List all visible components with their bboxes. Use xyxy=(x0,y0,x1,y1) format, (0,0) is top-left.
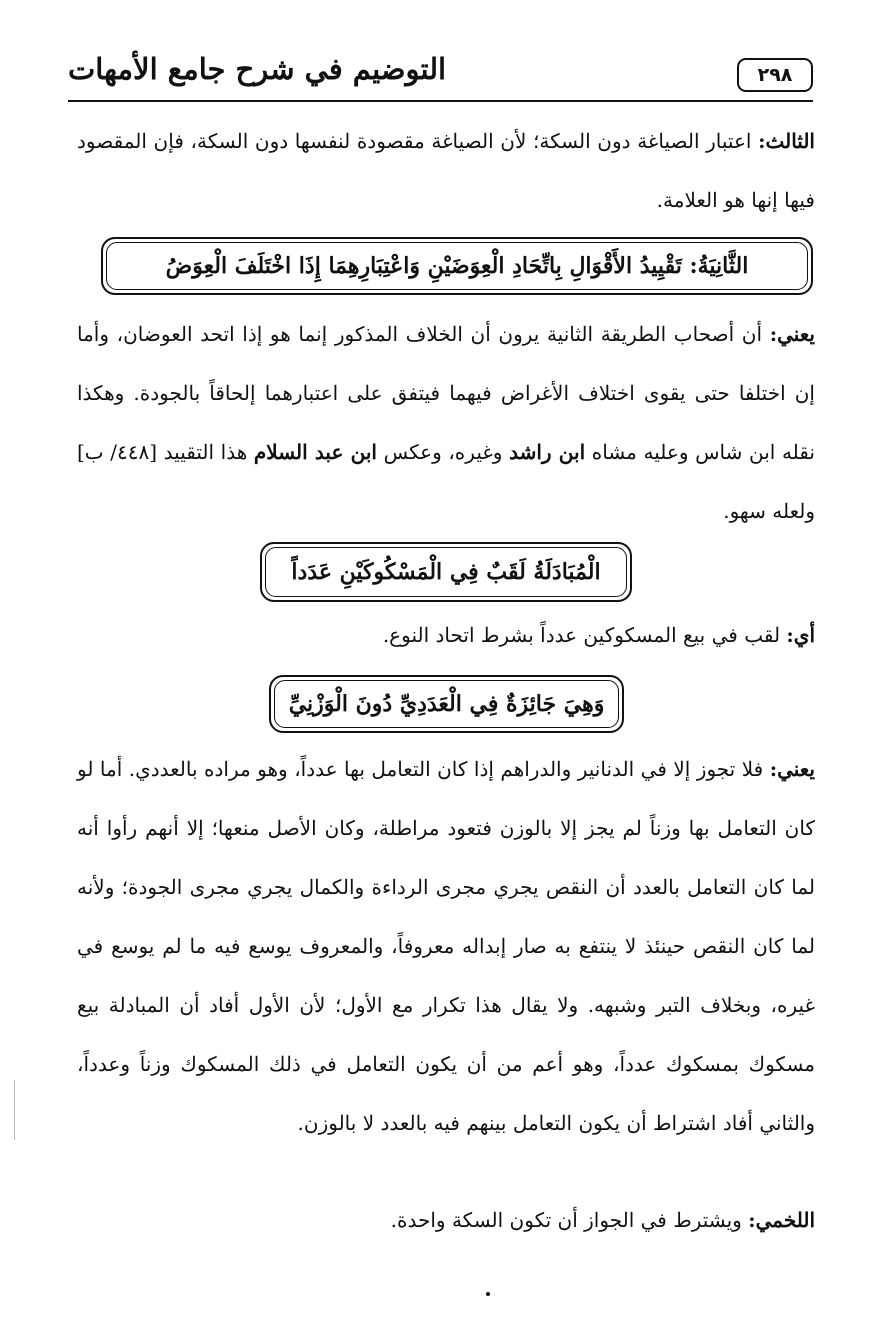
paragraph-text: أن أصحاب الطريقة الثانية يرون أن الخلاف المذكور إنما هو إذا اتحد العوضان، وأما إن اختلفا حتى يقوى اختلاف الأغراض فيهما فيتفق على اعتبارهما إلحاقاً بالجودة. وهكذا نقله ابن شاس وعليه مشاه xyxy=(77,322,815,464)
paragraph-lead: يعني: xyxy=(769,757,815,781)
header-rule xyxy=(68,100,813,102)
scholar-name: اللخمي: xyxy=(748,1208,815,1232)
page-header xyxy=(68,50,813,102)
paragraph-explanation-second xyxy=(77,305,815,541)
matn-box-mubadala xyxy=(260,542,632,602)
matn-text: الثَّانِيَةُ: تَقْيِيدُ الأَقْوَالِ بِاتِّحَادِ الْعِوَضَيْنِ وَاعْتِبَارِهِمَا إِذَا اخْتَلَفَ الْعِوَضُ xyxy=(165,253,749,279)
paragraph-text: اعتبار الصياغة دون السكة؛ لأن الصياغة مقصودة لنفسها دون السكة، فإن المقصود فيها إنها هو العلامة. xyxy=(77,129,815,212)
matn-box-second-method xyxy=(101,237,813,295)
paragraph-text: فلا تجوز إلا في الدنانير والدراهم إذا كان التعامل بها عدداً، وهو مراده بالعددي. أما لو كان التعامل بها وزناً لم يجز إلا بالوزن فتعود مراطلة، وكان الأصل منعها؛ إلا أنهم رأوا أنه لما كان التعامل بالعدد أن النقص يجري مجرى الرداءة والكمال يجري مجرى الجودة؛ ولأنه لما كان النقص حينئذ لا ينتفع به صار إبداله معروفاً، والمعروف يوسع فيه ما لم يوسع في غيره، وبخلاف التبر وشبهه. ولا يقال هذا تكرار مع الأول؛ لأن الأول أفاد أن المبادلة بيع مسكوك بمسكوك عدداً، وهو أعم من أن يكون التعامل في ذلك المسكوك وزناً وعدداً، والثاني أفاد اشتراط أن يكون التعامل بينهم فيه بالعدد لا بالوزن. xyxy=(77,757,816,1135)
paragraph-third-view xyxy=(77,112,815,230)
paragraph-lakhmi xyxy=(77,1191,815,1250)
paragraph-text: ويشترط في الجواز أن تكون السكة واحدة. xyxy=(390,1208,749,1232)
paragraph-text: وغيره، وعكس xyxy=(376,440,510,464)
paragraph-explanation-counting xyxy=(77,740,815,1153)
scholar-name: ابن عبد السلام xyxy=(253,440,377,464)
matn-text: الْمُبَادَلَةُ لَقَبٌ فِي الْمَسْكُوكَيْنِ عَدَداً xyxy=(291,559,601,585)
paragraph-lead: الثالث: xyxy=(758,129,815,153)
scholar-name: ابن راشد xyxy=(509,440,586,464)
paragraph-lead: يعني: xyxy=(769,322,815,346)
matn-text: وَهِيَ جَائِزَةٌ فِي الْعَدَدِيِّ دُونَ الْوَزْنِيِّ xyxy=(288,691,605,717)
paragraph-text: لقب في بيع المسكوكين عدداً بشرط اتحاد النوع. xyxy=(382,623,787,647)
paragraph-definition xyxy=(77,606,815,665)
matn-box-permissibility xyxy=(269,675,624,733)
paragraph-text: هذا التقييد [٤٤٨/ ب] ولعله سهو. xyxy=(77,440,815,523)
page-number: ٢٩٨ xyxy=(737,58,813,92)
margin-mark xyxy=(14,1080,15,1140)
running-title: التوضيم في شرح جامع الأمهات xyxy=(68,52,447,86)
page-dot xyxy=(486,1292,490,1296)
paragraph-lead: أي: xyxy=(786,623,815,647)
